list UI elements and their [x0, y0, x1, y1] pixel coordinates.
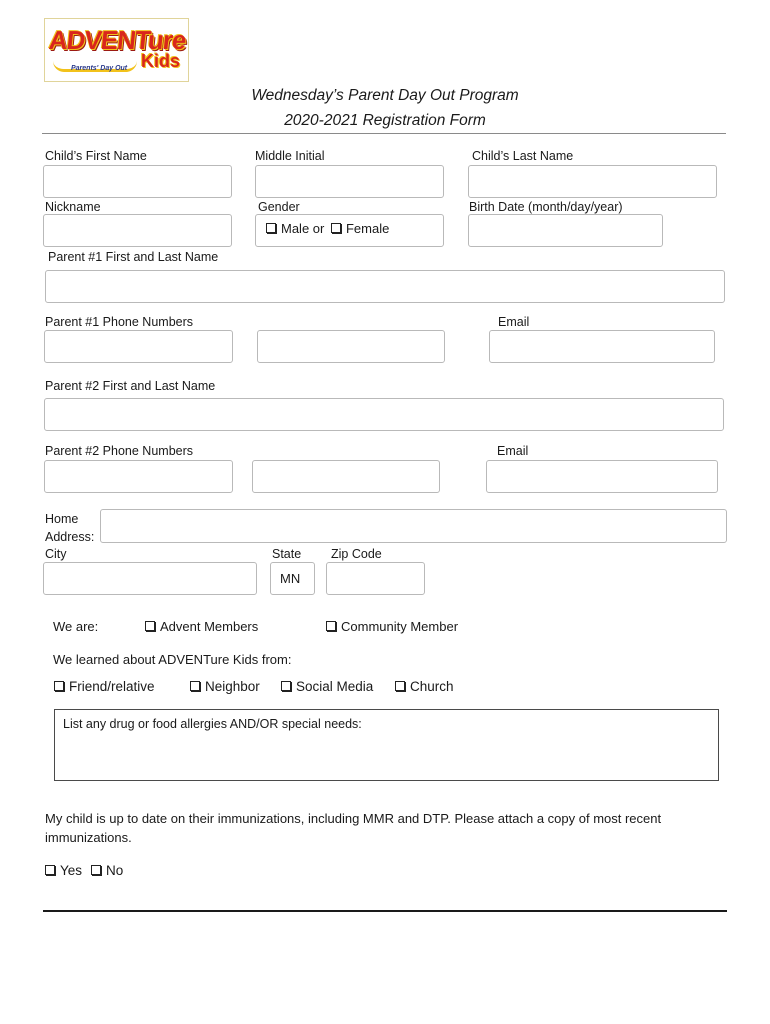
parent1-name-field[interactable]	[45, 270, 725, 303]
friend-relative-checkbox[interactable]	[54, 681, 64, 691]
parent1-phone-field-1[interactable]	[44, 330, 233, 363]
yes-label: Yes	[60, 863, 83, 878]
nickname-label: Nickname	[45, 200, 101, 214]
immunization-no-option[interactable]	[91, 862, 123, 880]
middle-initial-field[interactable]	[255, 165, 444, 198]
adventure-kids-logo	[44, 18, 189, 82]
advent-members-option[interactable]	[145, 618, 258, 636]
immunization-yes-option[interactable]	[45, 862, 82, 880]
social-media-label: Social Media	[296, 679, 374, 694]
logo-wordmark: ADVENTure	[47, 25, 188, 55]
no-label: No	[106, 863, 124, 878]
birth-date-label: Birth Date (month/day/year)	[469, 200, 623, 214]
immunization-statement-line2: immunizations.	[45, 830, 132, 845]
female-checkbox[interactable]	[331, 223, 341, 233]
male-checkbox[interactable]	[266, 223, 276, 233]
city-field[interactable]	[43, 562, 257, 595]
state-field[interactable]	[270, 562, 315, 595]
parent2-phone-field-1[interactable]	[44, 460, 233, 493]
home-address-label-line2: Address:	[45, 530, 95, 544]
city-label: City	[45, 547, 67, 561]
form-title: Wednesday’s Parent Day Out Program	[251, 87, 519, 104]
female-label: Female	[345, 221, 390, 236]
advent-members-checkbox[interactable]	[145, 621, 155, 631]
parent1-phone-field-2[interactable]	[257, 330, 445, 363]
allergies-field[interactable]	[54, 709, 719, 781]
community-member-option[interactable]	[326, 618, 458, 636]
gender-label: Gender	[258, 200, 300, 214]
church-option[interactable]	[395, 678, 454, 696]
footer-divider	[43, 910, 727, 912]
immunization-statement-line1: My child is up to date on their immunizations, including MMR and DTP. Please attach a copy of most recent	[45, 811, 662, 826]
parent2-phone-label: Parent #2 Phone Numbers	[45, 444, 194, 458]
social-media-checkbox[interactable]	[281, 681, 291, 691]
nickname-field[interactable]	[43, 214, 232, 247]
form-subtitle: 2020-2021 Registration Form	[284, 112, 486, 129]
state-label: State	[272, 547, 302, 561]
church-checkbox[interactable]	[395, 681, 405, 691]
parent2-name-label: Parent #2 First and Last Name	[45, 379, 216, 393]
child-last-name-label: Child’s Last Name	[472, 149, 574, 163]
male-label: Male or	[281, 221, 325, 236]
state-value: MN	[280, 571, 301, 586]
neighbor-option[interactable]	[190, 678, 260, 696]
parent1-email-field[interactable]	[489, 330, 715, 363]
home-address-label-line1: Home	[45, 512, 79, 526]
church-label: Church	[410, 679, 454, 694]
no-checkbox[interactable]	[91, 865, 101, 875]
header-divider	[42, 133, 726, 134]
gender-options	[266, 220, 389, 238]
logo-kids: Kids	[141, 51, 181, 71]
neighbor-checkbox[interactable]	[190, 681, 200, 691]
neighbor-label: Neighbor	[205, 679, 260, 694]
birth-date-field[interactable]	[468, 214, 663, 247]
home-address-field[interactable]	[100, 509, 727, 543]
zip-field[interactable]	[326, 562, 425, 595]
logo-tagline: Parents' Day Out	[71, 65, 128, 72]
friend-relative-option[interactable]	[54, 678, 155, 696]
community-member-label: Community Member	[341, 619, 459, 634]
zip-label: Zip Code	[331, 547, 382, 561]
child-first-name-field[interactable]	[43, 165, 232, 198]
friend-relative-label: Friend/relative	[69, 679, 155, 694]
parent1-name-label: Parent #1 First and Last Name	[48, 250, 219, 264]
parent2-phone-field-2[interactable]	[252, 460, 440, 493]
parent2-email-field[interactable]	[486, 460, 718, 493]
community-member-checkbox[interactable]	[326, 621, 336, 631]
parent2-name-field[interactable]	[44, 398, 724, 431]
child-first-name-label: Child’s First Name	[45, 149, 147, 163]
allergies-label: List any drug or food allergies AND/OR special needs:	[63, 717, 362, 731]
referral-label: We learned about ADVENTure Kids from:	[53, 652, 292, 667]
parent1-phone-label: Parent #1 Phone Numbers	[45, 315, 194, 329]
yes-checkbox[interactable]	[45, 865, 55, 875]
parent2-email-label: Email	[497, 444, 529, 458]
child-last-name-field[interactable]	[468, 165, 717, 198]
membership-label: We are:	[53, 619, 99, 634]
parent1-email-label: Email	[498, 315, 530, 329]
middle-initial-label: Middle Initial	[255, 149, 325, 163]
social-media-option[interactable]	[281, 678, 373, 696]
gender-field	[255, 214, 444, 247]
advent-members-label: Advent Members	[160, 619, 259, 634]
